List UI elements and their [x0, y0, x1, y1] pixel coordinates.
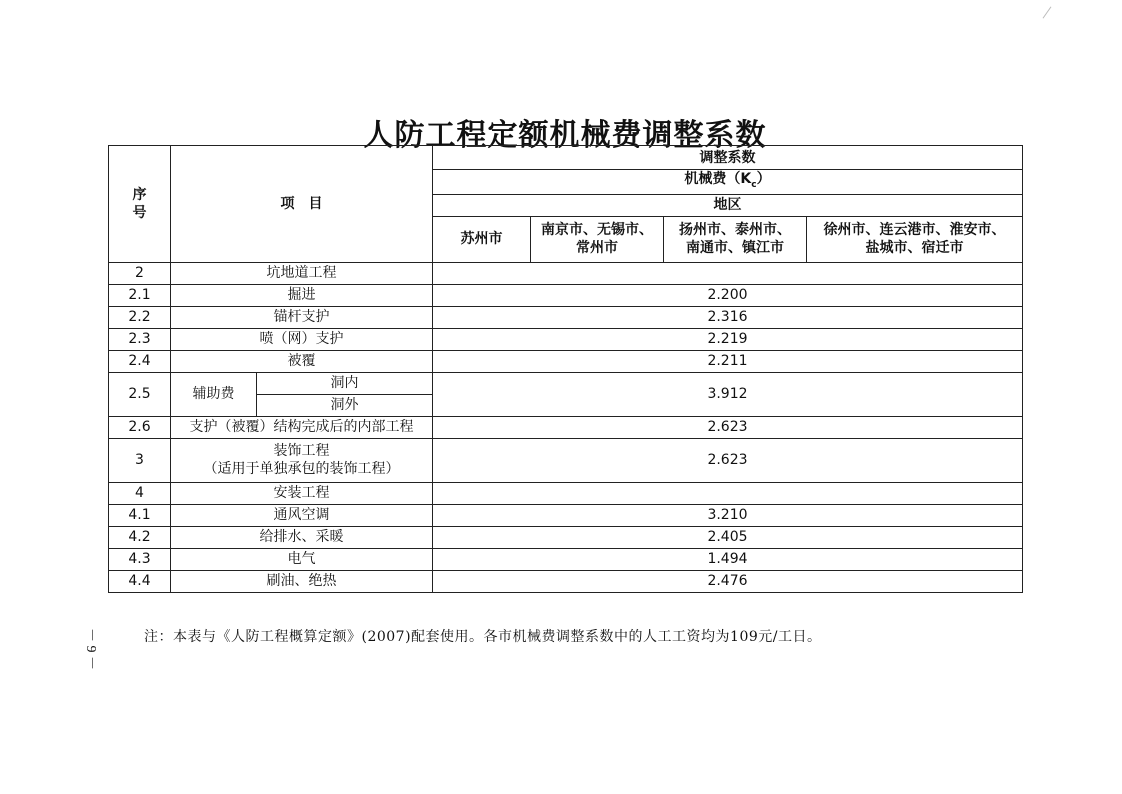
- row-item: 安装工程: [171, 482, 433, 504]
- row-no: 3: [109, 438, 171, 482]
- row-value: 2.316: [433, 306, 1023, 328]
- row-item: 刷油、绝热: [171, 570, 433, 592]
- table-row: [109, 482, 1023, 504]
- row-value: 3.210: [433, 504, 1023, 526]
- table-row: [109, 350, 1023, 372]
- page-title: 人防工程定额机械费调整系数: [363, 118, 767, 153]
- table-row: [109, 372, 1023, 394]
- row-item: 通风空调: [171, 504, 433, 526]
- row-item: 辅助费: [171, 372, 257, 416]
- row-no: 2: [109, 262, 171, 284]
- row-value: [433, 262, 1023, 284]
- row-no: 2.3: [109, 328, 171, 350]
- region-line: 常州市: [576, 240, 618, 257]
- footnote: 注：本表与《人防工程概算定额》(2007)配套使用。各市机械费调整系数中的人工工资均为109元/工日。: [144, 629, 822, 645]
- row-value: [433, 482, 1023, 504]
- coef-header: 调整系数: [433, 146, 1023, 170]
- row-value: 1.494: [433, 548, 1023, 570]
- row-no: 4.2: [109, 526, 171, 548]
- scan-mark: [1043, 6, 1052, 18]
- table-row: [109, 306, 1023, 328]
- table-row: [109, 438, 1023, 482]
- row-no: 4.4: [109, 570, 171, 592]
- seq-header-label: 序 号: [132, 186, 147, 221]
- coefficient-table: [108, 145, 1023, 593]
- row-value: 2.200: [433, 284, 1023, 306]
- region-xuzhou-lianyungang-huaian-yancheng-suqian: [807, 216, 1023, 262]
- row-value: 2.623: [433, 438, 1023, 482]
- row-no: 2.4: [109, 350, 171, 372]
- row-item: 给排水、采暖: [171, 526, 433, 548]
- row-value: 2.405: [433, 526, 1023, 548]
- table-row: [109, 262, 1023, 284]
- row-value: 2.219: [433, 328, 1023, 350]
- row-item: 锚杆支护: [171, 306, 433, 328]
- row-item: 电气: [171, 548, 433, 570]
- row-item: 支护（被覆）结构完成后的内部工程: [171, 416, 433, 438]
- table-row: [109, 526, 1023, 548]
- item-header-label: 项 目: [280, 195, 323, 212]
- row-item: 喷（网）支护: [171, 328, 433, 350]
- table-row: [109, 416, 1023, 438]
- machine-label: 机械费（K: [684, 171, 752, 187]
- row-item-line: （适用于单独承包的装饰工程）: [203, 461, 400, 478]
- region-line: 南通市、镇江市: [686, 240, 784, 257]
- row-no: 4.3: [109, 548, 171, 570]
- row-no: 2.6: [109, 416, 171, 438]
- region-suzhou: [433, 216, 531, 262]
- seq-header: [109, 146, 171, 263]
- region-line: 徐州市、连云港市、淮安市、: [823, 222, 1006, 239]
- row-no: 2.1: [109, 284, 171, 306]
- row-no: 4.1: [109, 504, 171, 526]
- table-row: [109, 548, 1023, 570]
- machine-fee-header: [433, 170, 1023, 195]
- row-value: 2.476: [433, 570, 1023, 592]
- table-row: [109, 284, 1023, 306]
- item-header: [171, 146, 433, 263]
- row-value: 2.623: [433, 416, 1023, 438]
- row-subitem: 洞内: [257, 372, 433, 394]
- table-row: [109, 504, 1023, 526]
- row-no: 2.5: [109, 372, 171, 416]
- row-item: [171, 438, 433, 482]
- table-row: [109, 570, 1023, 592]
- region-line: 盐城市、宿迁市: [865, 240, 964, 257]
- row-subitem: 洞外: [257, 394, 433, 416]
- machine-sub: c: [751, 179, 757, 190]
- row-item: 被覆: [171, 350, 433, 372]
- row-item: 掘进: [171, 284, 433, 306]
- region-line: 南京市、无锡市、: [541, 222, 653, 239]
- row-item-line: 装饰工程: [273, 443, 330, 460]
- row-no: 4: [109, 482, 171, 504]
- page-number: － 9 －: [83, 628, 98, 670]
- region-header: 地区: [433, 194, 1023, 216]
- table-row: [109, 328, 1023, 350]
- region-nanjing-wuxi-changzhou: [531, 216, 664, 262]
- machine-close: ）: [756, 171, 771, 187]
- row-value: 3.912: [433, 372, 1023, 416]
- row-no: 2.2: [109, 306, 171, 328]
- row-value: 2.211: [433, 350, 1023, 372]
- region-suzhou-line: 苏州市: [460, 231, 503, 248]
- row-item: 坑地道工程: [171, 262, 433, 284]
- region-line: 扬州市、泰州市、: [679, 222, 791, 239]
- region-yangzhou-taizhou-nantong-zhenjiang: [664, 216, 807, 262]
